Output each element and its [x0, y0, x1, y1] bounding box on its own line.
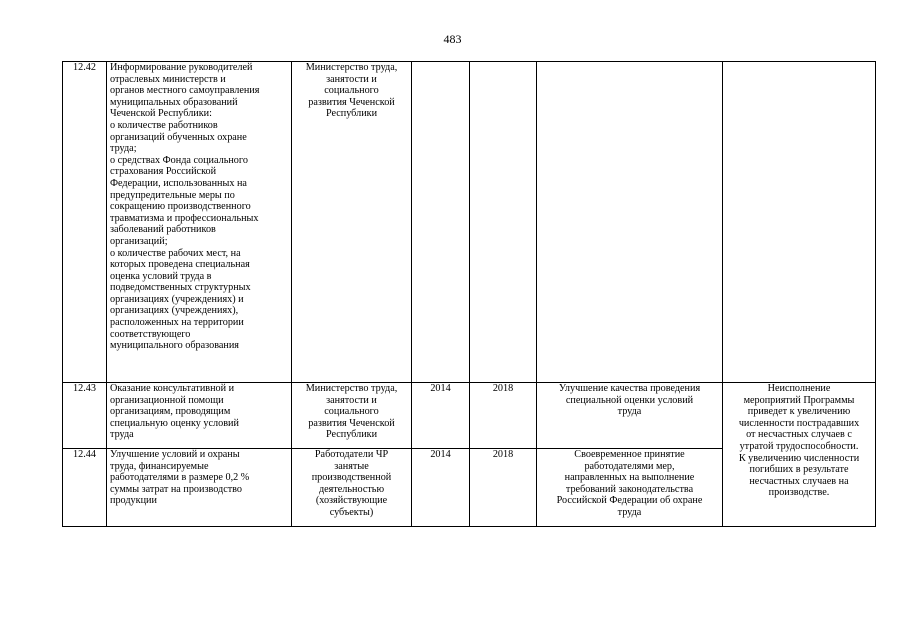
text-line: развития Чеченской — [308, 417, 395, 429]
text-line: заболеваний работников — [110, 224, 216, 236]
text-line: Улучшение качества проведения — [558, 383, 701, 394]
text-line: организациях (учреждениях) и — [110, 293, 244, 305]
text-line: (хозяйствующие — [315, 495, 388, 507]
year-start-cell: 2014 — [412, 449, 470, 527]
text-line: суммы затрат на производство — [110, 483, 243, 495]
text-line: социального — [324, 406, 379, 418]
text-line: органов местного самоуправления — [110, 85, 260, 97]
text-line: Работодатели ЧР — [314, 449, 389, 460]
text-line: развития Чеченской — [308, 96, 395, 108]
text-line: социального — [324, 85, 379, 97]
text-line: организаций; — [110, 235, 168, 247]
text-line: численности пострадавших — [738, 417, 860, 429]
year-end-cell: 2018 — [470, 449, 537, 527]
text-line: требований законодательства — [565, 483, 694, 495]
text-line: занятости и — [326, 73, 377, 85]
text-line: труда — [617, 406, 642, 418]
text-line: деятельностью — [318, 483, 385, 495]
text-line: организаций обученных охране — [110, 131, 247, 143]
text-line: труда — [110, 429, 134, 441]
year-start-cell: 2014 — [412, 383, 470, 449]
executor-cell — [292, 383, 412, 449]
text-line: специальную оценку условий — [110, 417, 239, 429]
text-line: занятости и — [326, 394, 377, 406]
text-line: организациям, проводящим — [110, 406, 231, 418]
measure-name-cell — [107, 383, 292, 449]
text-line: приведет к увеличению — [747, 406, 851, 418]
text-line: работодателями в размере 0,2 % — [110, 472, 250, 484]
text-line: работодателями мер, — [584, 460, 675, 472]
text-line: Республики — [325, 108, 378, 120]
executor-cell — [292, 449, 412, 527]
text-line: страхования Российской — [110, 166, 217, 178]
text-line: занятые — [334, 460, 369, 472]
text-line: подведомственных структурных — [110, 282, 251, 294]
text-line: продукции — [110, 495, 157, 507]
consequence-cell — [723, 383, 876, 527]
row-number-cell: 12.44 — [63, 449, 107, 527]
text-line: предупредительные меры по — [110, 189, 235, 201]
text-line: производстве. — [768, 487, 830, 499]
text-line: труда, финансируемые — [110, 460, 209, 472]
text-line: К увеличению численности — [738, 452, 860, 464]
table-row — [63, 383, 876, 449]
consequence-cell-empty — [723, 62, 876, 383]
text-line: мероприятий Программы — [743, 394, 855, 406]
text-line: муниципальных образований — [110, 96, 238, 108]
text-line: утратой трудоспособности. — [739, 440, 859, 452]
text-line: несчастных случаев на — [749, 475, 849, 487]
measures-table — [62, 61, 876, 527]
text-line: специальной оценки условий — [565, 394, 694, 406]
text-line: которых проведена специальная — [110, 259, 250, 271]
text-line: Министерство труда, — [305, 383, 398, 394]
page-number: 483 — [443, 32, 462, 46]
text-line: соответствующего — [110, 328, 191, 340]
text-line: направленных на выполнение — [564, 472, 695, 484]
text-line: Информирование руководителей — [110, 62, 253, 73]
text-line: производственной — [311, 472, 392, 484]
text-line: труда; — [110, 143, 137, 155]
expected-result-cell — [537, 383, 723, 449]
text-line: Российской Федерации об охране — [556, 495, 703, 507]
expected-result-cell — [537, 449, 723, 527]
text-line: оценка условий труда в — [110, 270, 212, 282]
text-line: организационной помощи — [110, 394, 224, 406]
row-number-cell: 12.42 — [63, 62, 107, 383]
text-line: отраслевых министерств и — [110, 73, 226, 85]
text-line: Оказание консультативной и — [110, 383, 235, 394]
text-line: Республики — [325, 429, 378, 441]
year-start-cell — [412, 62, 470, 383]
text-line: Чеченской Республики: — [110, 108, 212, 120]
row-number-cell: 12.43 — [63, 383, 107, 449]
text-line: муниципального образования — [110, 340, 239, 352]
text-line: погибших в результате — [749, 464, 849, 476]
text-line: Своевременное принятие — [574, 449, 685, 460]
text-line: организациях (учреждениях), — [110, 305, 239, 317]
measure-name-cell — [107, 62, 292, 383]
text-line: Федерации, использованных на — [110, 177, 247, 189]
text-line: труда — [617, 506, 642, 518]
text-line: сокращению производственного — [110, 201, 251, 213]
text-line: о количестве рабочих мест, на — [110, 247, 241, 259]
text-line: расположенных на территории — [110, 317, 244, 329]
text-line: о количестве работников — [110, 119, 218, 131]
text-line: травматизма и профессиональных — [110, 212, 259, 224]
expected-result-cell — [537, 62, 723, 383]
text-line: от несчастных случаев с — [746, 429, 852, 441]
measure-name-cell — [107, 449, 292, 527]
table-row — [63, 62, 876, 383]
text-line: субъекты) — [329, 506, 374, 518]
year-end-cell: 2018 — [470, 383, 537, 449]
executor-cell — [292, 62, 412, 383]
text-line: Министерство труда, — [305, 62, 398, 73]
year-end-cell — [470, 62, 537, 383]
text-line: Неисполнение — [767, 383, 831, 394]
text-line: Улучшение условий и охраны — [110, 449, 240, 460]
text-line: о средствах Фонда социального — [110, 154, 248, 166]
